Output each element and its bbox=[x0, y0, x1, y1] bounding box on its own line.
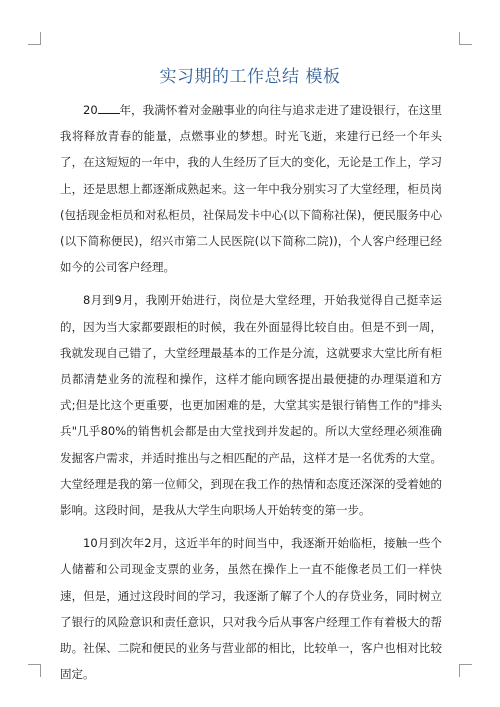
paragraph-1-text: 年，我满怀着对金融事业的向往与追求走进了建设银行，在这里我将释放青春的能量，点燃事业的梦想。时光飞逝，来建行已经一个年头了，在这短短的一年中，我的人生经历了巨大的变化，无论是工作上，学习上，还是思想上都逐渐成熟起来。这一年中我分别实习了大堂经理，柜员岗(包括现金柜员和对私柜员，社保局发卡中心(以下简称社保)，便民服务中心(以下简称便民)，绍兴市第二人民医院(以下简称二院))，个人客户经理已经如今的公司客户经理。 bbox=[60, 103, 442, 275]
paragraph-2: 8月到9月，我刚开始进行，岗位是大堂经理，开始我觉得自己挺幸运的，因为当大家都要跟柜的时候，我在外面显得比较自由。但是不到一周，我就发现自己错了，大堂经理最基本的工作是分流，这就要求大堂比所有柜员都清楚业务的流程和操作，这样才能向顾客提出最便捷的办理渠道和方式;但是比这个更重要，也更加困难的是，大堂其实是银行销售工作的"排头兵"几乎80%的销售机会都是由大堂找到并发起的。所以大堂经理必须准确发掘客户需求，并适时推出与之相匹配的产品，这样才是一名优秀的大堂。大堂经理是我的第一位师父，到现在我工作的热情和态度还深深的受着她的影响。这段时间，是我从大学生向职场人开始转变的第一步。 bbox=[60, 293, 442, 518]
document-body bbox=[60, 97, 442, 694]
page-corner-mark-bottom-left bbox=[28, 664, 41, 677]
blank-underline bbox=[98, 112, 120, 114]
paragraph-1 bbox=[60, 97, 442, 280]
document-title: 实习期的工作总结 模板 bbox=[159, 67, 341, 87]
page-corner-mark-bottom-right bbox=[459, 664, 472, 677]
page-corner-mark-top-left bbox=[28, 32, 41, 45]
page-corner-mark-top-right bbox=[459, 32, 472, 45]
paragraph-3: 10月到次年2月，这近半年的时间当中，我逐渐开始临柜，接触一些个人储蓄和公司现金支票的业务，虽然在操作上一直不能像老员工们一样快速，但是，通过这段时间的学习，我逐渐了解了个人的存贷业务，同时树立了银行的风险意识和责任意识，只对我今后从事客户经理工作有着极大的帮助。社保、二院和便民的业务与营业部的相比，比较单一，客户也相对比较固定。 bbox=[60, 536, 442, 682]
year-prefix: 20 bbox=[83, 103, 98, 117]
